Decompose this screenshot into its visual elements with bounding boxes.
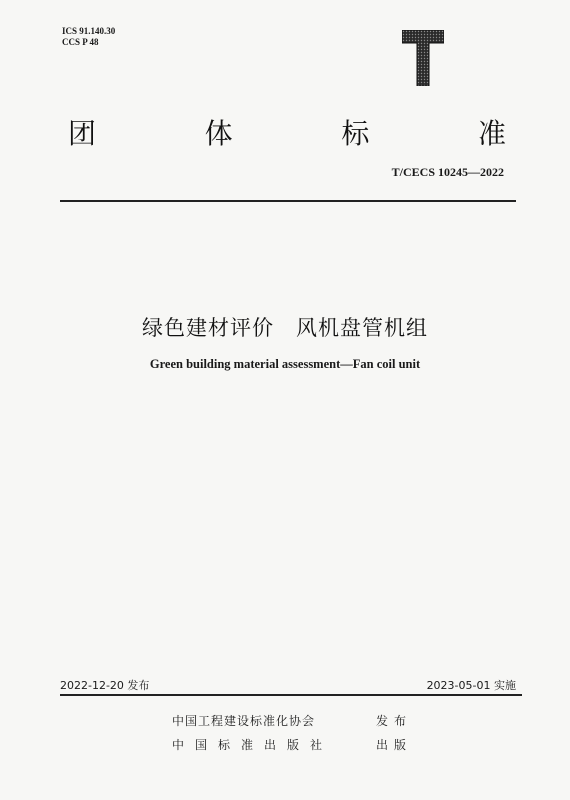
implementation-date: 2023-05-01 实施 (426, 679, 516, 692)
title-chinese: 绿色建材评价 风机盘管机组 (142, 316, 428, 340)
publisher-row (172, 712, 412, 729)
publisher-action: 发布 (375, 714, 412, 728)
heading-char: 准 (477, 117, 508, 150)
bottom-divider (60, 694, 522, 696)
publisher-name: 中国标准出版社 (172, 738, 334, 752)
publisher-row (172, 736, 412, 753)
group-standard-heading (68, 112, 508, 152)
classification-codes (62, 26, 115, 48)
ics-code: ICS 91.140.30 (62, 26, 116, 36)
publisher-name: 中国工程建设标准化协会 (172, 714, 316, 728)
title-english: Green building material assessment—Fan coil unit (149, 357, 421, 371)
standard-number: T/CECS 10245—2022 (391, 165, 504, 179)
heading-char: 体 (204, 117, 235, 150)
heading-char: 团 (68, 117, 99, 150)
standard-type-logo (402, 30, 444, 86)
heading-char: 标 (341, 117, 372, 150)
publisher-action: 出版 (375, 738, 412, 752)
top-divider (60, 200, 516, 202)
ccs-code: CCS P 48 (62, 37, 99, 47)
issue-date: 2022-12-20 发布 (60, 679, 150, 692)
